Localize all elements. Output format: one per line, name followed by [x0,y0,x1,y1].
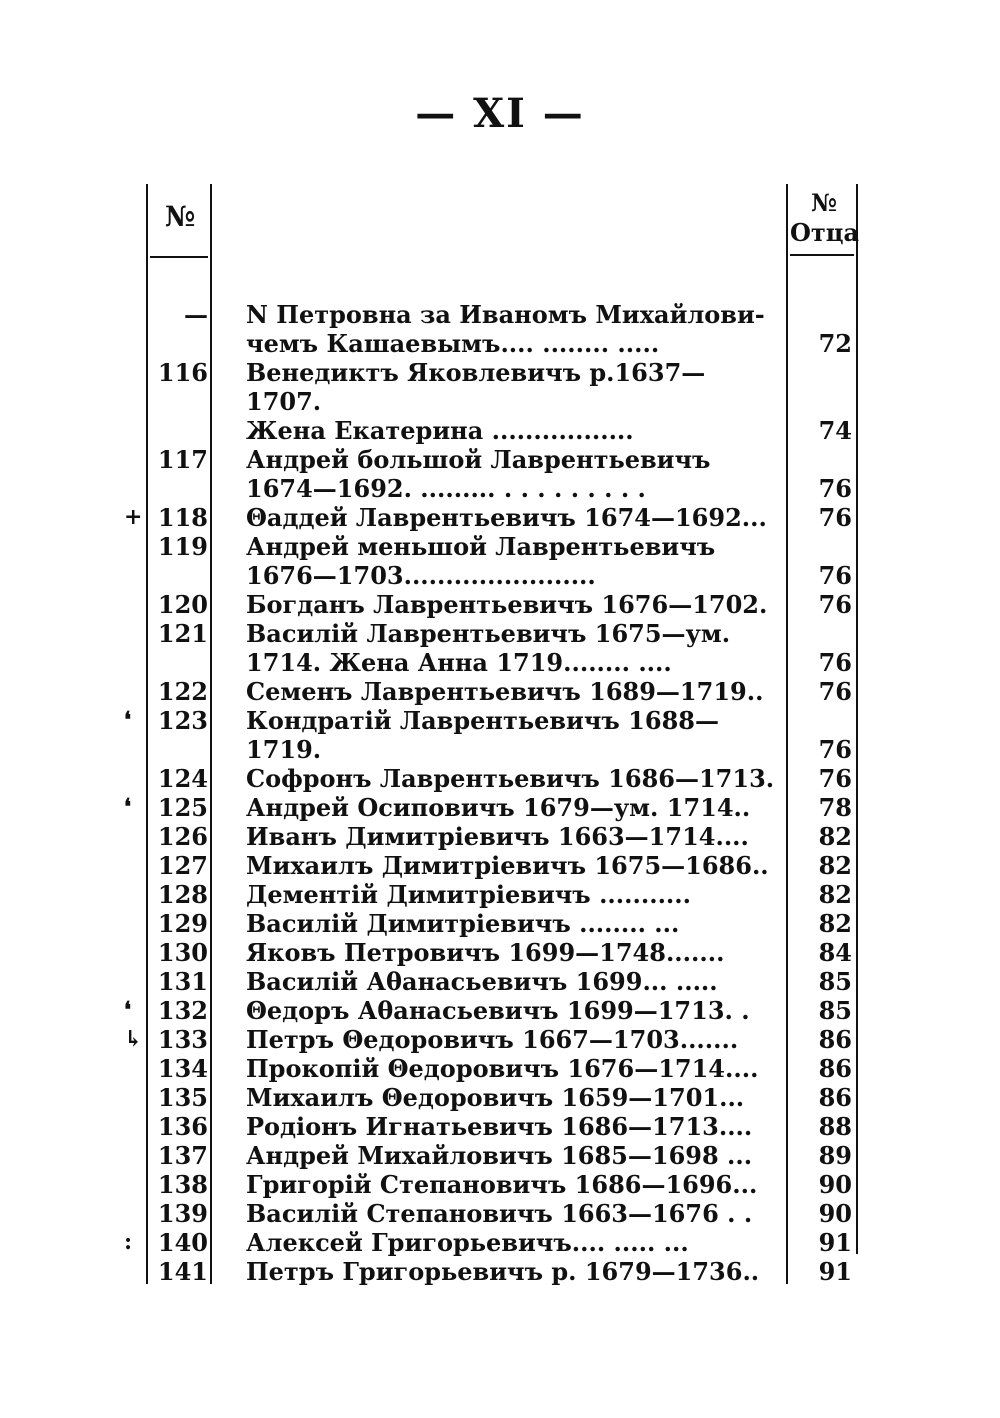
entry-text: Андрей Осиповичъ 1679—ум. 1714.. [246,793,751,822]
entry-text: Θаддей Лаврентьевичъ 1674—1692... [246,503,767,532]
entry-text: Яковъ Петровичъ 1699—1748....... [246,938,725,967]
list-item [0,358,1000,445]
entry-number: 128 [157,880,208,909]
entry-text: Петръ Θедоровичъ 1667—1703....... [246,1025,739,1054]
entry-text: Григорій Степановичъ 1686—1696... [246,1170,758,1199]
entry-text: N Петровна за Иваномъ Михайлови- чемъ Кашаевымъ.... ........ ..... [246,300,765,358]
genealogy-list [0,300,1000,1286]
list-item [0,532,1000,590]
father-number: 91 [818,1257,852,1286]
entry-text: Андрей Михайловичъ 1685—1698 ... [246,1141,753,1170]
father-number: 76 [818,474,852,503]
entry-text: Василій Аθанасьевичъ 1699... ..... [246,967,718,996]
entry-number: 127 [157,851,208,880]
list-item [0,1025,1000,1054]
list-item [0,706,1000,764]
entry-number: — [184,300,208,329]
page-folio: — XI — [415,90,585,137]
entry-number: 130 [157,938,208,967]
list-item [0,1083,1000,1112]
entry-number: 133 [157,1025,208,1054]
entry-number: 139 [157,1199,208,1228]
entry-text: Венедиктъ Яковлевичъ р.1637—1707. Жена Екатерина ................. [246,358,706,445]
entry-number: 125 [157,793,208,822]
list-item [0,793,1000,822]
entry-number: 122 [157,677,208,706]
father-number: 84 [818,938,852,967]
entry-number: 121 [157,619,208,648]
list-item [0,1257,1000,1286]
entry-number: 124 [157,764,208,793]
entry-number: 118 [157,503,208,532]
entry-text: Богданъ Лаврентьевичъ 1676—1702. [246,590,768,619]
entry-number: 138 [157,1170,208,1199]
father-number: 74 [818,416,852,445]
entry-number: 137 [157,1141,208,1170]
entry-number: 132 [157,996,208,1025]
entry-number: 141 [157,1257,208,1286]
header-number: № [164,200,196,233]
list-item [0,822,1000,851]
entry-number: 126 [157,822,208,851]
margin-tick-icon: : [124,1229,133,1255]
father-number: 82 [818,822,852,851]
entry-number: 123 [157,706,208,735]
list-item [0,880,1000,909]
entry-number: 119 [157,532,208,561]
father-number: 76 [818,677,852,706]
father-number: 76 [818,735,852,764]
list-item [0,764,1000,793]
margin-tick-icon: ❛ [124,707,132,733]
list-item [0,1170,1000,1199]
father-number: 85 [818,996,852,1025]
entry-number: 140 [157,1228,208,1257]
entry-text: Прокопій Θедоровичъ 1676—1714.... [246,1054,759,1083]
entry-text: Иванъ Димитріевичъ 1663—1714.... [246,822,749,851]
father-number: 86 [818,1054,852,1083]
entry-text: Василій Степановичъ 1663—1676 . . [246,1199,753,1228]
entry-text: Софронъ Лаврентьевичъ 1686—1713. [246,764,775,793]
margin-tick-icon: ❛ [124,794,132,820]
header-father-number: № Отца [790,188,860,247]
margin-tick-icon: ↳ [124,1026,143,1052]
entry-number: 116 [157,358,208,387]
list-item [0,677,1000,706]
entry-text: Андрей меньшой Лаврентьевичъ 1676—1703....................... [246,532,716,590]
entry-number: 134 [157,1054,208,1083]
list-item [0,1141,1000,1170]
entry-text: Василій Димитріевичъ ........ ... [246,909,680,938]
father-number: 90 [818,1170,852,1199]
entry-number: 136 [157,1112,208,1141]
entry-number: 135 [157,1083,208,1112]
list-item [0,1228,1000,1257]
list-item [0,590,1000,619]
father-number: 86 [818,1025,852,1054]
list-item [0,300,1000,358]
entry-text: Михаилъ Димитріевичъ 1675—1686.. [246,851,769,880]
entry-number: 129 [157,909,208,938]
list-item [0,445,1000,503]
list-item [0,967,1000,996]
father-number: 89 [818,1141,852,1170]
entry-text: Семенъ Лаврентьевичъ 1689—1719.. [246,677,764,706]
father-number: 76 [818,561,852,590]
entry-text: Θедоръ Аθанасьевичъ 1699—1713. . [246,996,750,1025]
father-number: 78 [818,793,852,822]
list-item [0,909,1000,938]
list-item [0,503,1000,532]
list-item [0,938,1000,967]
father-number: 76 [818,648,852,677]
father-number: 91 [818,1228,852,1257]
list-item [0,1054,1000,1083]
entry-text: Дементій Димитріевичъ ........... [246,880,691,909]
father-number: 88 [818,1112,852,1141]
father-number: 82 [818,851,852,880]
entry-text: Родіонъ Игнатьевичъ 1686—1713.... [246,1112,753,1141]
margin-tick-icon: + [124,504,143,530]
father-number: 85 [818,967,852,996]
entry-text: Михаилъ Θедоровичъ 1659—1701... [246,1083,745,1112]
entry-text: Петръ Григорьевичъ р. 1679—1736.. [246,1257,760,1286]
list-item [0,1199,1000,1228]
margin-tick-icon: ❛ [124,997,132,1023]
father-number: 76 [818,764,852,793]
father-number: 72 [818,329,852,358]
entry-text: Василій Лаврентьевичъ 1675—ум. 1714. Жена Анна 1719........ .... [246,619,731,677]
entry-number: 117 [157,445,208,474]
entry-text: Кондратій Лаврентьевичъ 1688—1719. [246,706,719,764]
list-item [0,619,1000,677]
header-underline-father [790,254,854,256]
entry-number: 120 [157,590,208,619]
father-number: 82 [818,909,852,938]
list-item [0,1112,1000,1141]
header-underline-number [150,256,208,258]
entry-number: 131 [157,967,208,996]
entry-text: Андрей большой Лаврентьевичъ 1674—1692. ......... . . . . . . . . . [246,445,711,503]
father-number: 90 [818,1199,852,1228]
list-item [0,851,1000,880]
list-item [0,996,1000,1025]
entry-text: Алексей Григорьевичъ.... ..... ... [246,1228,689,1257]
father-number: 76 [818,503,852,532]
father-number: 76 [818,590,852,619]
father-number: 82 [818,880,852,909]
father-number: 86 [818,1083,852,1112]
